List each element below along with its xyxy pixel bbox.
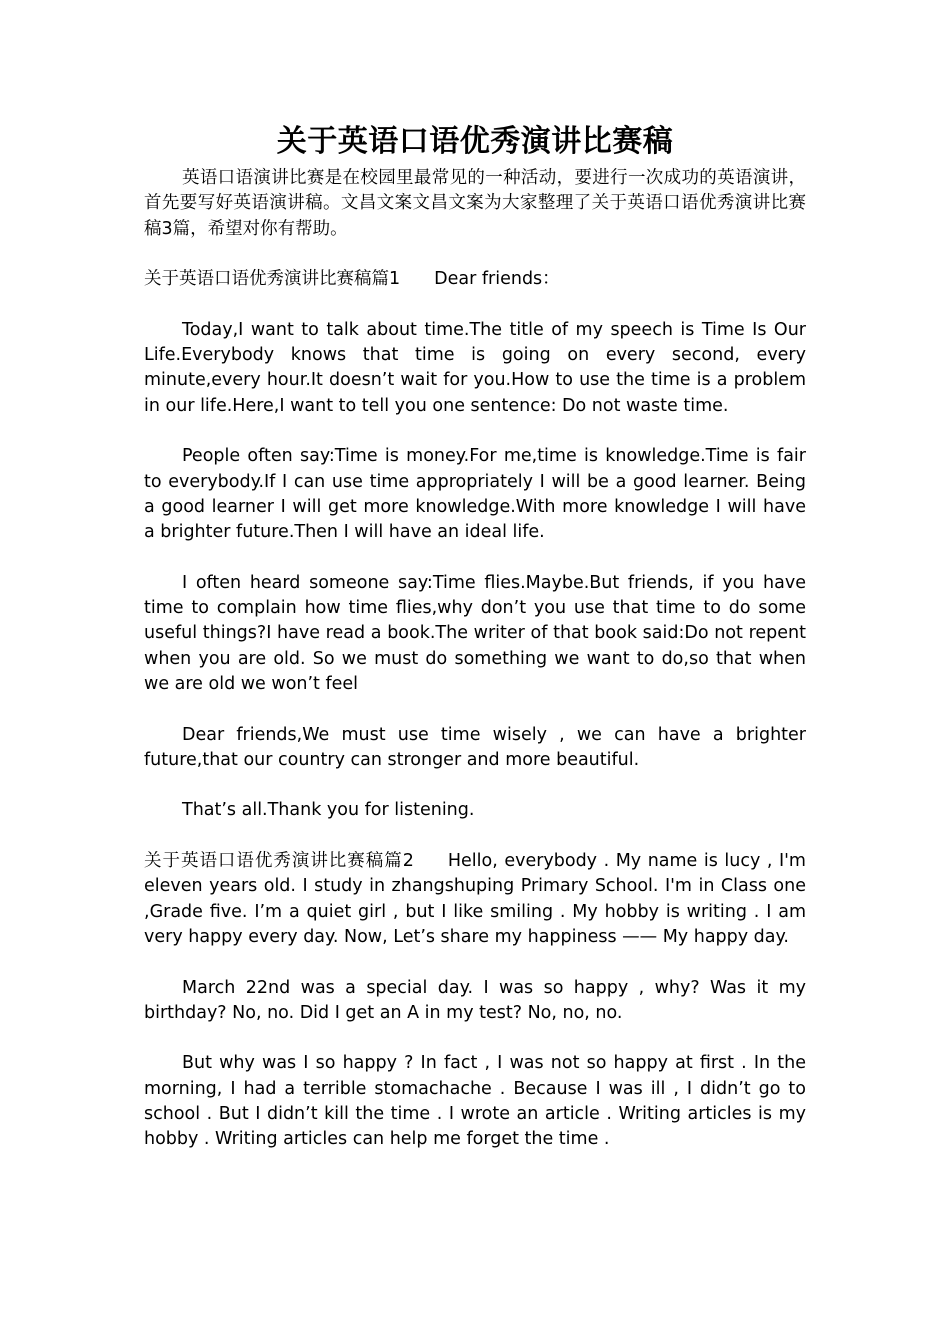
paragraph-gap xyxy=(144,419,806,444)
section-2-paragraph-2: But why was I so happy ? In fact , I was not so happy at first . In the morning, I had a terrible stomachache . Because I was ill , I didn’t go to school . But I didn’t kill the time . I wrote an article . Writing articles is my hobby . Writing articles can help me forget the time . xyxy=(144,1053,806,1150)
section-2-lead: Hello, everybody . My name is lucy , I'm eleven years old. I study in zhangshuping Primary School. I'm in Class one ,Grade five. I’m a quiet girl , but I like smiling . My hobby is writing . I am very happy every day. Now, Let’s share my happiness —— My happy day. xyxy=(144,851,806,947)
section-1-opening xyxy=(144,267,806,292)
paragraph-gap xyxy=(144,242,806,267)
section-1-heading: 关于英语口语优秀演讲比赛稿篇1 xyxy=(144,269,401,290)
section-2-opening xyxy=(144,849,806,950)
document-title: 关于英语口语优秀演讲比赛稿 xyxy=(276,124,674,159)
section-1-paragraph-1: Today,I want to talk about time.The title of my speech is Time Is Our Life.Everybody knows that time is going on every second, every minute,every hour.It doesn’t wait for you.How to use the time is a problem in our life.Here,I want to tell you one sentence: Do not waste time. xyxy=(144,319,806,416)
paragraph-gap xyxy=(144,1026,806,1051)
paragraph-gap xyxy=(144,545,806,570)
paragraph-gap xyxy=(144,697,806,722)
section-1-paragraph-4: Dear friends,We must use time wisely , we can have a brighter future,that our country can stronger and more beautiful. xyxy=(144,724,806,770)
section-1-paragraph-5: That’s all.Thank you for listening. xyxy=(182,800,475,821)
section-2-heading: 关于英语口语优秀演讲比赛稿篇2 xyxy=(144,851,414,872)
paragraph-gap xyxy=(144,824,806,849)
intro-paragraph: 英语口语演讲比赛是在校园里最常见的一种活动，要进行一次成功的英语演讲，首先要写好英语演讲稿。文昌文案文昌文案为大家整理了关于英语口语优秀演讲比赛稿3篇，希望对你有帮助。 xyxy=(144,168,806,239)
section-1-greeting: Dear friends： xyxy=(434,269,560,290)
section-1-paragraph-2: People often say:Time is money.For me,time is knowledge.Time is fair to everybody.If I can use time appropriately I will be a good learner. Being a good learner I will get more knowledge.With more knowledge I will have a brighter future.Then I will have an ideal life. xyxy=(144,446,806,543)
paragraph-gap xyxy=(144,292,806,317)
document-page xyxy=(144,118,806,1153)
paragraph-gap xyxy=(144,773,806,798)
paragraph-gap xyxy=(144,950,806,975)
section-1-paragraph-3: I often heard someone say:Time flies.Maybe.But friends, if you have time to complain how time flies,why don’t you use that time to do some useful things?I have read a book.The writer of that book said:Do not repent when you are old. So we must do something we want to do,so that when we are old we won’t feel xyxy=(144,572,806,694)
section-2-paragraph-1: March 22nd was a special day. I was so happy , why? Was it my birthday? No, no. Did I get an A in my test? No, no, no. xyxy=(144,977,806,1023)
